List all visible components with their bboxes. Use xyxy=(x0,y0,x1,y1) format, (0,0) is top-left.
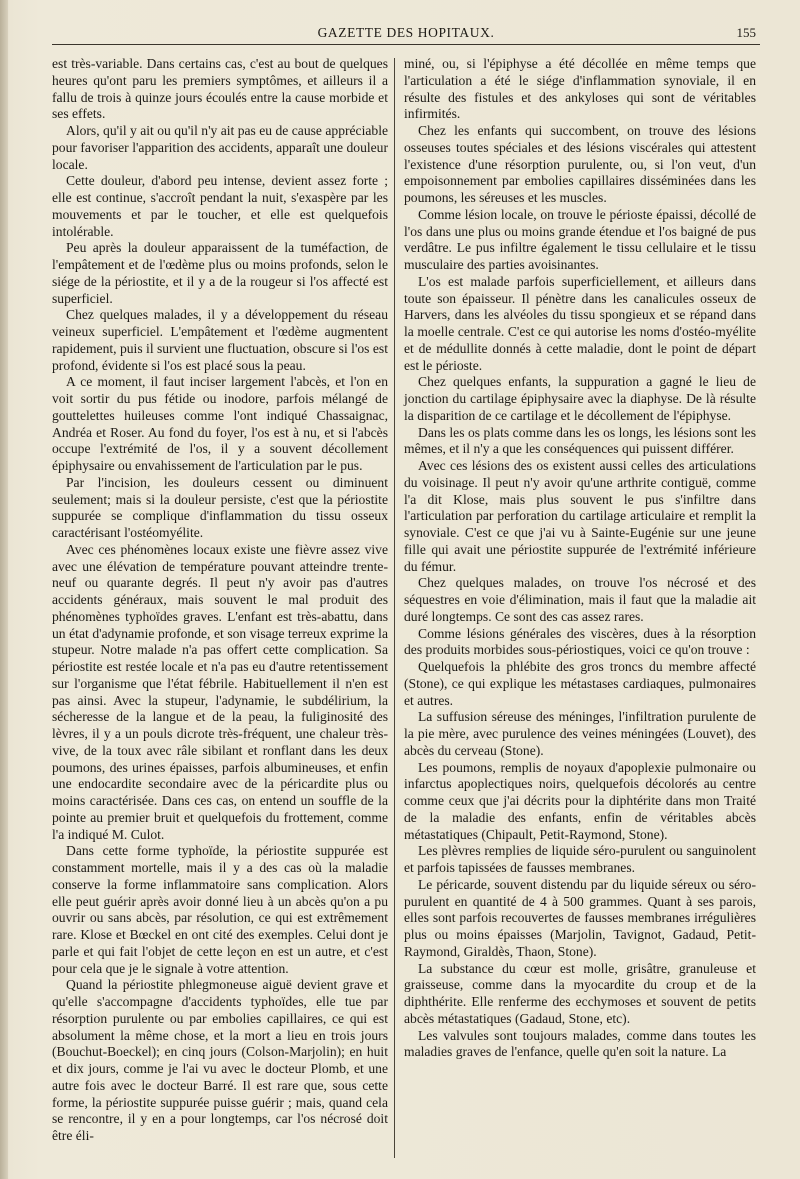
page-number: 155 xyxy=(736,25,756,40)
paragraph: Les poumons, remplis de noyaux d'apoplexie pulmonaire ou infarctus apoplectiques noirs, quelquefois décolorés au centre comme ceux que j'ai décrits pour la diphtérite dans mon Traité de la maladie des enfants, enfin de véritables abcès métastatiques (Chipault, Petit-Raymond, Stone). xyxy=(404,759,756,842)
paragraph: Comme lésion locale, on trouve le périoste épaissi, décollé de l'os dans une plus ou moins grande étendue et l'os baigné de pus verdâtre. Le pus infiltre également le tissu cellulaire et le tissu musculaire des parties avoisinantes. xyxy=(404,206,756,272)
paragraph: Le péricarde, souvent distendu par du liquide séreux ou séro-purulent en quantité de 4 à 500 grammes. Quant à ses parois, elles sont parfois recouvertes de fausses membranes irrégulières plus ou moins épaisses (Marjolin, Tavignot, Gadaud, Petit-Raymond, Giraldès, Thaon, Stone). xyxy=(404,876,756,959)
paragraph: Chez quelques enfants, la suppuration a gagné le lieu de jonction du cartilage épiphysaire avec la diaphyse. De là résulte la disparition de ce cartilage et le décollement de l'épiphyse. xyxy=(404,374,756,423)
running-header xyxy=(52,22,760,45)
paragraph: Chez quelques malades, il y a développement du réseau veineux superficiel. L'empâtement et l'œdème augmentent rapidement, puis il survient une fluctuation, obscure si l'os est profond, évidente si l'os est placé sous la peau. xyxy=(52,307,388,373)
paragraph: Quand la périostite phlegmoneuse aiguë devient grave et qu'elle s'accompagne d'accidents typhoïdes, elle tue par résorption purulente ou par embolies capillaires, ce qui est absolument la même chose, et la mort a lieu en trois jours (Bouchut-Boeckel); en cinq jours (Colson-Marjolin); en huit et dix jours, comme je l'ai vu avec le docteur Plomb, et une autre fois avec le docteur Barré. Il est rare que, sous cette forme, la périostite suppurée puisse guérir ; mais, quand cela se rencontre, il y en a pour longtemps, car l'os nécrosé doit être éli- xyxy=(52,977,388,1143)
left-column xyxy=(52,56,388,1145)
paragraph: Quelquefois la phlébite des gros troncs du membre affecté (Stone), ce qui explique les métastases cardiaques, pulmonaires et autres. xyxy=(404,659,756,708)
paragraph: Avec ces lésions des os existent aussi celles des articulations du voisinage. Il peut n'y avoir qu'une arthrite contiguë, comme l'a dit Klose, mais plus souvent le pus s'infiltre dans l'articulation par perforation du cartilage articulaire et remplit la synoviale. C'est ce que j'ai vu à Sainte-Eugénie sur une jeune fille qui avait une périostite suppurée de l'extrémité inférieure du fémur. xyxy=(404,458,756,574)
paragraph: A ce moment, il faut inciser largement l'abcès, et l'on en voit sortir du pus fétide ou inodore, parfois mélangé de gouttelettes huileuses comme l'ont indiqué Chassaignac, Andréa et Roser. Au fond du foyer, l'os est à nu, et si l'abcès occupe l'extrémité de l'os, il y a souvent décollement épiphysaire ou envahissement de l'articulation par le pus. xyxy=(52,374,388,473)
right-column xyxy=(404,56,756,1061)
paragraph: Avec ces phénomènes locaux existe une fièvre assez vive avec une élévation de température pouvant atteindre trente-neuf ou quarante degrés. Il peut n'y avoir pas d'autres accidents généraux, mais souvent le mal produit des phénomènes typhoïdes graves. L'enfant est très-abattu, dans un état d'adynamie profonde, et son visage terreux exprime la stupeur. Notre malade n'a pas offert cette complication. Sa périostite est restée locale et n'a pas eu d'autre retentissement sur l'organisme que l'état fébrile. Habituellement il n'en est pas ainsi. Avec la stupeur, l'adynamie, le subdélirium, la sécheresse de la langue et de la peau, la fuliginosité des lèvres, il y a un pouls dicrote très-fréquent, une chaleur très-vive, de la toux avec râle sibilant et ronflant dans les deux poumons, des urines épaisses, parfois albumineuses, et enfin une endocardite secondaire avec de la péricardite plus ou moins caractérisée. Dans ces cas, on entend un souffle de la pointe au premier bruit et quelquefois du frottement, comme l'a indiqué M. Culot. xyxy=(52,541,388,842)
paragraph: Dans les os plats comme dans les os longs, les lésions sont les mêmes, et il n'y a que les conséquences qui puissent différer. xyxy=(404,424,756,457)
paragraph: La substance du cœur est molle, grisâtre, granuleuse et graisseuse, comme dans la myocardite du croup et de la diphthérite. Elle renferme des ecchymoses et souvent de petits abcès métastatiques (Gadaud, Stone, etc). xyxy=(404,960,756,1026)
paragraph: Les valvules sont toujours malades, comme dans toutes les maladies graves de l'enfance, quelle qu'en soit la nature. La xyxy=(404,1027,756,1060)
paragraph: Chez quelques malades, on trouve l'os nécrosé et des séquestres en voie d'élimination, mais il faut que la maladie ait duré longtemps. Ce sont des cas assez rares. xyxy=(404,575,756,624)
paragraph: Chez les enfants qui succombent, on trouve des lésions osseuses toutes spéciales et des lésions viscérales qui attestent l'existence d'une résorption purulente, ou, si l'on veut, d'un empoisonnement par embolies capillaires disséminées dans les poumons, les séreuses et les muscles. xyxy=(404,123,756,205)
paragraph: miné, ou, si l'épiphyse a été décollée en même temps que l'articulation a été le siége d'inflammation synoviale, il en résulte des fistules et des ankyloses qui sont de véritables infirmités. xyxy=(404,56,756,122)
paragraph: Les plèvres remplies de liquide séro-purulent ou sanguinolent et parfois tapissées de fausses membranes. xyxy=(404,843,756,875)
paragraph: Cette douleur, d'abord peu intense, devient assez forte ; elle est continue, s'accroît pendant la nuit, s'exaspère par les mouvements et par le toucher, et elle est quelquefois intolérable. xyxy=(52,173,388,239)
paragraph: Alors, qu'il y ait ou qu'il n'y ait pas eu de cause appréciable pour favoriser l'apparition des accidents, apparaît une douleur locale. xyxy=(52,123,388,172)
page-spine-shadow xyxy=(0,0,8,1179)
paragraph: Dans cette forme typhoïde, la périostite suppurée est constamment mortelle, mais il y a des cas où la maladie conserve la forme inflammatoire sans complication. Alors elle peut guérir après avoir donné lieu à un abcès qu'on a pu ouvrir ou sans abcès, par résolution, ce qui est extrêmement rare. Klose et Bœckel en ont cité des exemples. Celui dont je parle et qui fait l'objet de cette leçon en est un autre, et c'est pour cela que je le signale à votre attention. xyxy=(52,843,388,976)
paragraph: est très-variable. Dans certains cas, c'est au bout de quelques heures qu'ont paru les premiers symptômes, et ailleurs il a fallu de trois à quinze jours écoulés entre la cause morbide et ses effets. xyxy=(52,56,388,122)
paragraph: Par l'incision, les douleurs cessent ou diminuent seulement; mais si la douleur persiste, c'est que la périostite suppurée se complique d'inflammation du tissu osseux caractérisant l'ostéomyélite. xyxy=(52,474,388,540)
paragraph: L'os est malade parfois superficiellement, et ailleurs dans toute son épaisseur. Il pénètre dans les canalicules osseux de Harvers, dans les alvéoles du tissu spongieux et se répand dans la moelle centrale. C'est ce qui autorise les noms d'ostéo-myélite et de médullite donnés à cette maladie, dont le point de départ est le périoste. xyxy=(404,273,756,373)
paragraph: La suffusion séreuse des méninges, l'infiltration purulente de la pie mère, avec purulence des veines méningées (Louvet), des abcès du cerveau (Stone). xyxy=(404,709,756,758)
column-divider xyxy=(394,58,395,1158)
paragraph: Comme lésions générales des viscères, dues à la résorption des produits morbides sous-périostiques, voici ce qu'on trouve : xyxy=(404,625,756,658)
journal-title: GAZETTE DES HOPITAUX. xyxy=(317,25,495,40)
paragraph: Peu après la douleur apparaissent de la tuméfaction, de l'empâtement et de l'œdème plus ou moins profonds, selon le siége de la périostite, et il y a de la rougeur si l'os affecté est superficiel. xyxy=(52,240,388,306)
